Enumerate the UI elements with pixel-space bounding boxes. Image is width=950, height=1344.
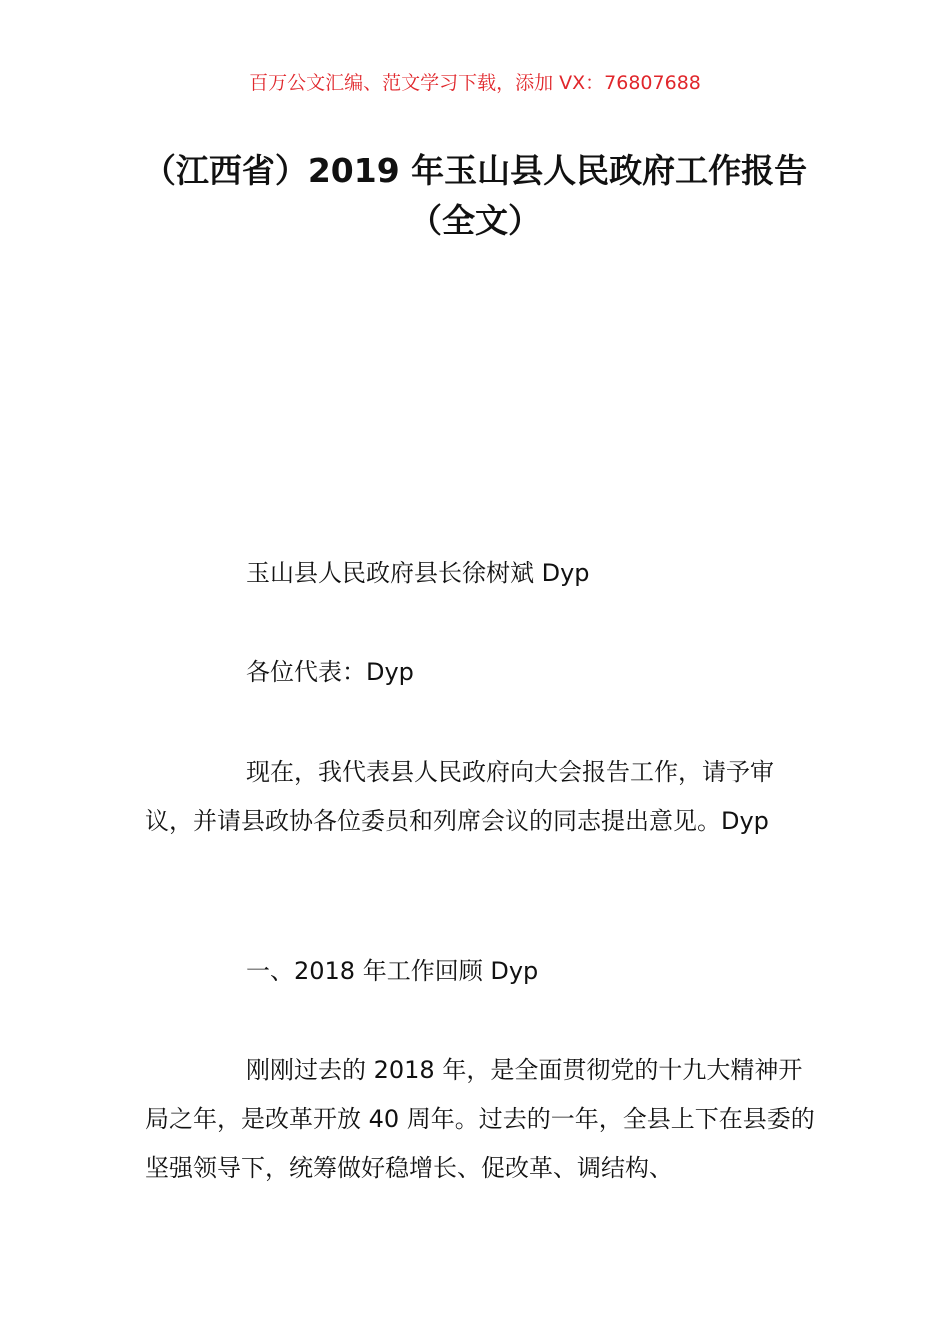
document-title: （江西省）2019 年玉山县人民政府工作报告（全文）	[142, 151, 808, 240]
paragraph-opening: 现在，我代表县人民政府向大会报告工作，请予审议，并请县政协各位委员和列席会议的同志提出意见。Dyp	[145, 758, 774, 835]
watermark-note: 百万公文汇编、范文学习下载，添加 VX：76807688	[249, 72, 701, 94]
paragraph-author: 玉山县人民政府县长徐树斌 Dyp	[246, 559, 590, 587]
paragraph-salutation: 各位代表：Dyp	[246, 658, 414, 686]
section-heading-review: 一、2018 年工作回顾 Dyp	[246, 957, 539, 985]
paragraph-review-body: 刚刚过去的 2018 年，是全面贯彻党的十九大精神开局之年，是改革开放 40 周年。过去的一年，全县上下在县委的坚强领导下，统筹做好稳增长、促改革、调结构、	[145, 1056, 815, 1182]
